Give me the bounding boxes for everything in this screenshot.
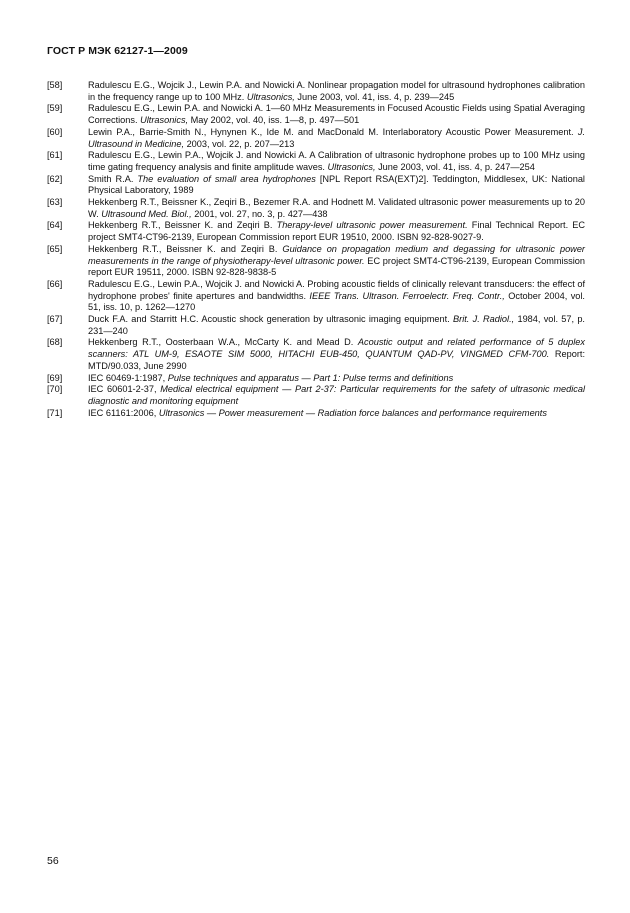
reference-item [47,127,585,150]
reference-list [47,80,585,419]
reference-text-segment: Hekkenberg R.T., Beissner K., Zeqiri B., Bezemer R.A. and Hodnett M. Validated ultrasonic power measurements up to 20 W. [88,197,585,219]
reference-item [47,373,585,385]
reference-text [88,127,585,150]
reference-item [47,244,585,279]
reference-text [88,373,585,385]
reference-text-segment: October 2004, vol. 51, iss. 10, p. 1262—1270 [88,290,585,313]
reference-number: [59] [47,103,63,114]
reference-text-segment: Radulescu E.G., Lewin P.A., Wojcik J. and Nowicki A. A Calibration of ultrasonic hydrophone probes up to 100 MHz using time gating frequency analysis and finite amplitude waves. [88,150,585,172]
reference-item [47,197,585,220]
reference-title-italic: IEEE Trans. Ultrason. Ferroelectr. Freq. Contr., [309,290,505,301]
reference-text-segment: IEC 60469-1:1987, [88,372,168,383]
reference-text [88,314,585,337]
reference-text [88,103,585,126]
page-number: 56 [47,855,59,867]
reference-text-segment: Lewin P.A., Barrie-Smith N., Hynynen K., Ide M. and MacDonald M. Interlaboratory Acoustic Power Measurement. [88,126,578,137]
reference-text [88,244,585,279]
reference-number: [64] [47,220,63,231]
reference-number: [65] [47,243,63,254]
reference-text-segment: 1984, vol. 57, p. 231—240 [88,314,585,336]
reference-title-italic: Brit. J. Radiol., [453,314,515,325]
reference-text-segment: Smith R.A. [88,173,138,184]
reference-text-segment: Radulescu E.G., Lewin P.A. and Nowicki A. 1—60 MHz Measurements in Focused Acoustic Fields using Spatial Averaging Corrections. [88,103,585,126]
reference-number: [69] [47,372,63,383]
reference-text [88,150,585,173]
reference-number: [70] [47,384,63,395]
reference-title-italic: Ultrasonics, [140,115,189,126]
reference-text [88,220,585,243]
reference-title-italic: Ultrasonics, [327,161,376,172]
reference-item [47,408,585,420]
reference-title-italic: The evaluation of small area hydrophones [137,173,316,184]
reference-text-segment: 2001, vol. 27, no. 3, p. 427—438 [191,208,328,219]
reference-item [47,174,585,197]
reference-title-italic: J. Ultrasound in Medicine, [88,126,585,149]
reference-text [88,337,585,372]
reference-title-italic: Ultrasonics — Power measurement — Radiation force balances and performance requirements [158,407,547,418]
reference-item [47,337,585,372]
reference-text [88,197,585,220]
reference-text [88,80,585,103]
reference-number: [71] [47,407,63,418]
reference-item [47,103,585,126]
reference-text-segment: Hekkenberg R.T., Beissner K. and Zeqiri B. [88,243,283,254]
reference-title-italic: Acoustic output and related performance of 5 duplex scanners: ATL UM-9, ESAOTE SIM 5000, HITACHI EUB-450, QUANTUM QAD-PV, VINGMED CFM-700. [88,337,585,360]
reference-number: [66] [47,278,63,289]
reference-number: [61] [47,150,63,161]
reference-text-segment: 2003, vol. 22, p. 207—213 [184,138,295,149]
reference-text-segment: Hekkenberg R.T., Beissner K. and Zeqiri B. [88,220,277,231]
reference-text [88,174,585,197]
reference-number: [63] [47,197,63,208]
reference-item [47,220,585,243]
reference-text-segment: Radulescu E.G., Wojcik J., Lewin P.A. and Nowicki A. Nonlinear propagation model for ultrasound hydrophones calibration in the frequency range up to 100 MHz. [88,80,585,102]
reference-text [88,408,585,420]
reference-text-segment: [NPL Report RSA(EXT)2]. Teddington, Middlesex, UK: National Physical Laboratory, 1989 [88,173,585,196]
reference-title-italic: Ultrasound Med. Biol., [101,208,192,219]
reference-text [88,384,585,407]
reference-text-segment: IEC 61161:2006, [88,407,159,418]
reference-number: [62] [47,173,63,184]
reference-text-segment: June 2003, vol. 41, iss. 4, p. 247—254 [375,161,535,172]
reference-title-italic: Guidance on propagation medium and degassing for ultrasonic power measurements in the range of physiotherapy-level ultrasonic power. [88,243,585,266]
reference-text-segment: EC project SMT4-CT96-2139, European Commission report EUR 19511, 2000. ISBN 92-828-9838-5 [88,255,585,278]
reference-text-segment: IEC 60601-2-37, [88,384,161,395]
reference-text-segment: Radulescu E.G., Lewin P.A., Wojcik J. and Nowicki A. Probing acoustic fields of clinically relevant transducers: the effect of hydrophone probes' finite apertures and bandwidths. [88,278,585,301]
reference-title-italic: Therapy-level ultrasonic power measurement. [276,220,468,231]
reference-item [47,314,585,337]
reference-number: [68] [47,337,63,348]
reference-text-segment: Hekkenberg R.T., Oosterbaan W.A., McCarty K. and Mead D. [88,337,358,348]
reference-text [88,279,585,314]
document-header: ГОСТ Р МЭК 62127-1—2009 [47,45,188,57]
reference-number: [58] [47,80,63,90]
reference-text-segment: May 2002, vol. 40, iss. 1—8, p. 497—501 [188,115,360,126]
reference-title-italic: Pulse techniques and apparatus — Part 1: Pulse terms and definitions [167,372,454,383]
reference-item [47,384,585,407]
reference-text-segment: Duck F.A. and Starritt H.C. Acoustic shock generation by ultrasonic imaging equipment. [88,314,454,325]
reference-item [47,279,585,314]
reference-title-italic: Ultrasonics, [246,91,295,102]
reference-number: [67] [47,314,63,325]
reference-text-segment: Final Technical Report. EC project SMT4-CT96-2139, European Commission report EUR 19510, 2000. ISBN 92-828-9027-9. [88,220,585,243]
reference-text-segment: Report: MTD/90.033, June 2990 [88,349,585,371]
reference-text-segment: June 2003, vol. 41, iss. 4, p. 239—245 [294,91,455,102]
reference-number: [60] [47,126,63,137]
reference-title-italic: Medical electrical equipment — Part 2-37: Particular requirements for the safety of ultrasonic medical diagnostic and monitoring equipment [88,384,585,406]
reference-item [47,80,585,103]
reference-item [47,150,585,173]
